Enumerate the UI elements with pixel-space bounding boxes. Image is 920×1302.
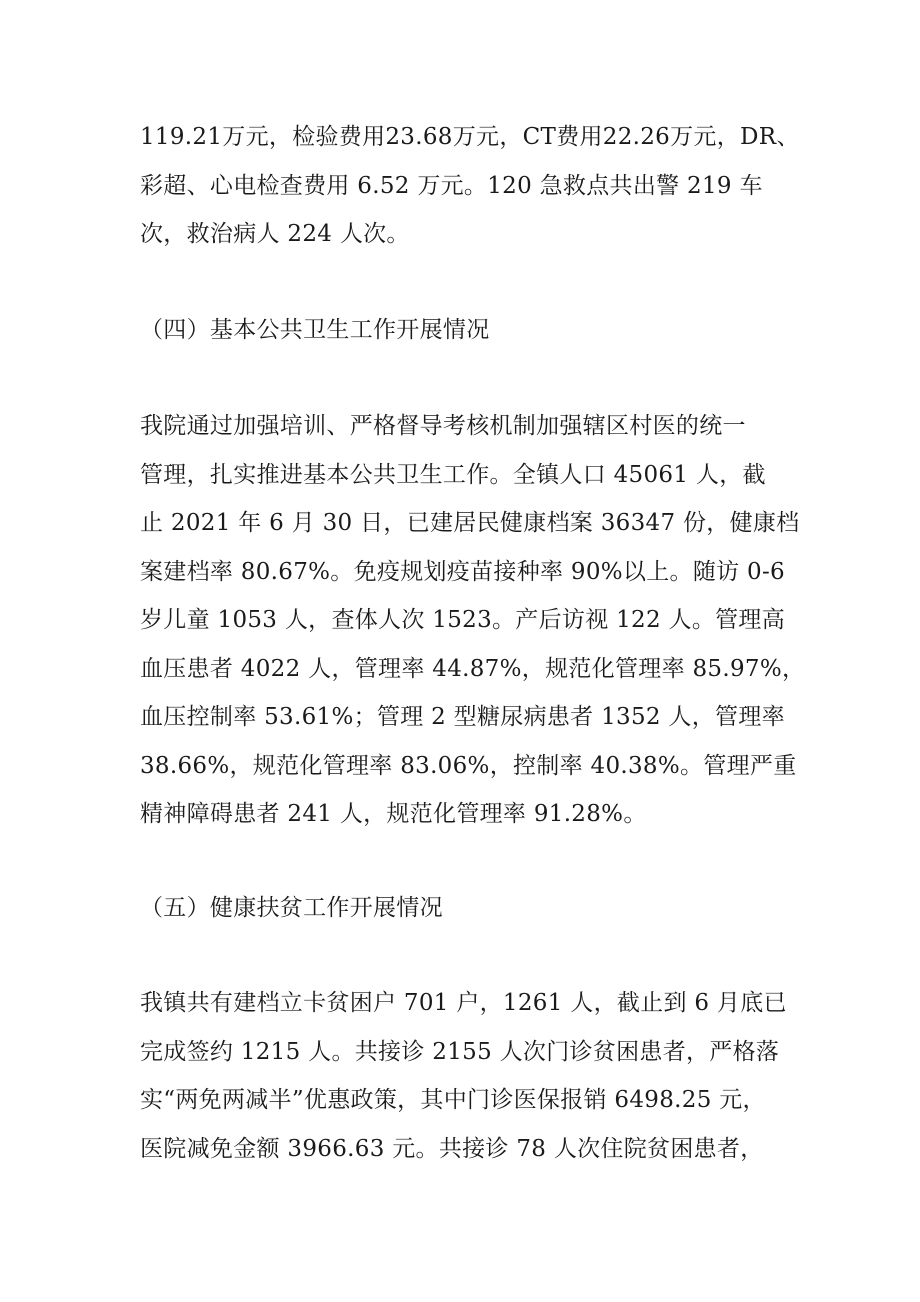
- section-heading-4: [140, 306, 810, 355]
- paragraph-poverty-alleviation: [140, 979, 810, 1173]
- paragraph-line: 管理，扎实推进基本公共卫生工作。全镇人口 45061 人，截: [140, 461, 766, 488]
- paragraph-expenses: [140, 113, 810, 259]
- paragraph-line: 我镇共有建档立卡贫困户 701 户，1261 人，截止到 6 月底已: [140, 990, 787, 1016]
- section-heading-text: （四）基本公共卫生工作开展情况: [140, 317, 490, 343]
- paragraph-public-health: [140, 402, 810, 839]
- paragraph-line: 血压患者 4022 人，管理率 44.87%，规范化管理率 85.97%，: [140, 655, 806, 682]
- paragraph-line: 119.21万元，检验费用23.68万元，CT费用22.26万元，DR、: [140, 124, 800, 150]
- paragraph-line: 完成签约 1215 人。共接诊 2155 人次门诊贫困患者，严格落: [140, 1038, 780, 1065]
- paragraph-line: 医院减免金额 3966.63 元。共接诊 78 人次住院贫困患者，: [140, 1135, 764, 1162]
- section-heading-5: [140, 884, 810, 933]
- paragraph-line: 精神障碍患者 241 人，规范化管理率 91.28%。: [140, 801, 647, 827]
- paragraph-line: 止 2021 年 6 月 30 日，已建居民健康档案 36347 份，健康档: [140, 510, 800, 536]
- paragraph-line: 血压控制率 53.61%；管理 2 型糖尿病患者 1352 人，管理率: [140, 704, 785, 730]
- paragraph-line: 实“两免两减半”优惠政策，其中门诊医保报销 6498.25 元，: [140, 1087, 766, 1113]
- paragraph-line: 案建档率 80.67%。免疫规划疫苗接种率 90%以上。随访 0-6: [140, 558, 785, 585]
- paragraph-line: 38.66%，规范化管理率 83.06%，控制率 40.38%。管理严重: [140, 752, 797, 779]
- paragraph-line: 彩超、心电检查费用 6.52 万元。120 急救点共出警 219 车: [140, 172, 763, 199]
- section-heading-text: （五）健康扶贫工作开展情况: [140, 895, 443, 921]
- paragraph-line: 次，救治病人 224 人次。: [140, 221, 410, 247]
- paragraph-line: 我院通过加强培训、严格督导考核机制加强辖区村医的统一: [140, 413, 746, 439]
- paragraph-line: 岁儿童 1053 人，查体人次 1523。产后访视 122 人。管理高: [140, 607, 786, 633]
